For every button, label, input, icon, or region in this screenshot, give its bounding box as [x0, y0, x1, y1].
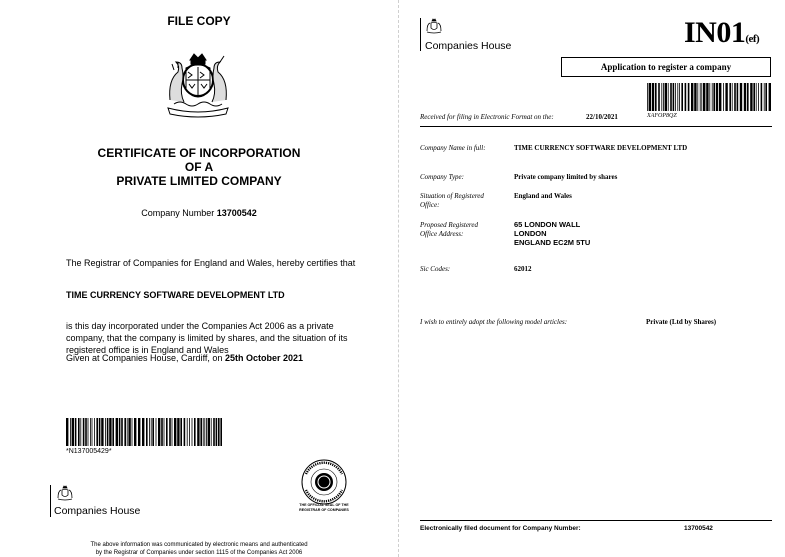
companies-house-logo-bar	[420, 18, 421, 51]
barcode-bar	[679, 83, 680, 111]
barcode-bar	[88, 418, 89, 446]
form-title: Application to register a company	[561, 57, 771, 77]
barcode-bar	[197, 418, 199, 446]
barcode-bar	[92, 418, 93, 446]
barcode-bar	[652, 83, 654, 111]
barcode-bar	[675, 83, 676, 111]
address-line: ENGLAND EC2M 5TU	[514, 238, 591, 247]
form-footer-company-number: 13700542	[684, 525, 713, 532]
field-value-registered-office: England and Wales	[514, 192, 572, 200]
barcode-bar	[90, 418, 91, 446]
page-divider	[398, 0, 399, 557]
certificate-title	[0, 146, 398, 188]
field-value-company-name: TIME CURRENCY SOFTWARE DEVELOPMENT LTD	[514, 144, 688, 152]
received-code: XAFOP8QZ	[647, 113, 677, 119]
form-barcode	[647, 83, 771, 111]
barcode-bar	[701, 83, 702, 111]
given-prefix: Given at Companies House, Cardiff, on	[66, 353, 223, 363]
certified-company-name: TIME CURRENCY SOFTWARE DEVELOPMENT LTD	[66, 290, 285, 300]
barcode-bar	[670, 83, 672, 111]
barcode-bar	[665, 83, 667, 111]
companies-house-brand: Companies House	[54, 505, 141, 517]
field-value-sic-codes: 62012	[514, 265, 532, 273]
barcode-bar	[116, 418, 118, 446]
barcode-bar	[128, 418, 130, 446]
barcode-bar	[204, 418, 205, 446]
footer-note-line: The above information was communicated by electronic means and authenticated	[90, 542, 308, 548]
given-statement	[66, 353, 303, 363]
barcode-bar	[685, 83, 687, 111]
barcode-bar	[101, 418, 103, 446]
barcode-bar	[723, 83, 724, 111]
barcode-bar	[203, 418, 204, 446]
given-date: 25th October 2021	[224, 353, 303, 363]
barcode-bar	[72, 418, 74, 446]
barcode-bar	[124, 418, 126, 446]
incorporation-statement: is this day incorporated under the Companies Act 2006 as a private company, that the company is limited by shares, and the situation of its registered office is in England and Wales	[66, 321, 348, 355]
certificate-footer-note	[0, 541, 398, 557]
registrar-statement: The Registrar of Companies for England and Wales, hereby certifies that	[66, 258, 356, 268]
barcode-bar	[737, 83, 739, 111]
barcode-bar	[174, 418, 176, 446]
address-line: 65 LONDON WALL	[514, 220, 581, 229]
barcode-bar	[673, 83, 675, 111]
barcode-bar	[732, 83, 733, 111]
field-label-office-address: Proposed Registered Office Address:	[420, 221, 478, 238]
barcode-bar	[764, 83, 765, 111]
barcode-bar	[712, 83, 713, 111]
barcode-bar	[697, 83, 698, 111]
certificate-barcode	[66, 418, 222, 446]
field-label-company-name: Company Name in full:	[420, 144, 486, 152]
barcode-bar	[146, 418, 148, 446]
barcode-bar	[729, 83, 731, 111]
barcode-bar	[180, 418, 182, 446]
barcode-bar	[761, 83, 763, 111]
barcode-bar	[769, 83, 771, 111]
model-articles-value: Private (Ltd by Shares)	[646, 318, 717, 326]
barcode-bar	[663, 83, 664, 111]
received-label: Received for filing in Electronic Format on the:	[420, 113, 554, 121]
barcode-bar	[719, 83, 721, 111]
barcode-bar	[677, 83, 678, 111]
barcode-bar	[119, 418, 121, 446]
form-rule	[420, 126, 772, 127]
barcode-bar	[105, 418, 106, 446]
barcode-bar	[668, 83, 669, 111]
barcode-bar	[166, 418, 168, 446]
file-copy-heading: FILE COPY	[167, 14, 231, 28]
barcode-bar	[661, 83, 662, 111]
form-footer-rule	[420, 520, 772, 521]
form-code	[684, 16, 759, 50]
certificate-title-line: OF A	[184, 160, 214, 174]
barcode-bar	[691, 83, 693, 111]
company-number-label: Company Number	[141, 208, 215, 218]
barcode-bar	[78, 418, 80, 446]
company-number-value: 13700542	[216, 208, 257, 218]
barcode-bar	[194, 418, 196, 446]
form-code-main: IN01	[684, 16, 746, 49]
barcode-bar	[213, 418, 215, 446]
barcode-bar	[94, 418, 95, 446]
form-footer-label: Electronically filed document for Company Number:	[420, 525, 581, 532]
barcode-bar	[208, 418, 210, 446]
barcode-bar	[753, 83, 755, 111]
barcode-bar	[700, 83, 701, 111]
barcode-bar	[121, 418, 123, 446]
barcode-bar	[172, 418, 173, 446]
barcode-bar	[216, 418, 218, 446]
footer-note-line: by the Registrar of Companies under section 1115 of the Companies Act 2006	[95, 550, 303, 556]
barcode-bar	[647, 83, 648, 111]
barcode-bar	[85, 418, 87, 446]
barcode-bar	[713, 83, 715, 111]
barcode-bar	[206, 418, 207, 446]
barcode-bar	[151, 418, 152, 446]
barcode-bar	[149, 418, 150, 446]
barcode-bar	[706, 83, 708, 111]
company-number	[0, 208, 398, 218]
barcode-bar	[164, 418, 165, 446]
companies-house-logo-bar	[50, 485, 51, 517]
barcode-bar	[70, 418, 71, 446]
seal-caption	[286, 503, 362, 512]
field-label-company-type: Company Type:	[420, 173, 464, 181]
model-articles-label: I wish to entirely adopt the following model articles:	[420, 318, 568, 326]
barcode-bar	[66, 418, 68, 446]
barcode-bar	[152, 418, 154, 446]
barcode-bar	[765, 83, 767, 111]
field-value-company-type: Private company limited by shares	[514, 173, 618, 181]
barcode-bar	[112, 418, 114, 446]
barcode-bar	[688, 83, 690, 111]
companies-house-brand: Companies House	[425, 40, 512, 52]
barcode-bar	[189, 418, 190, 446]
barcode-bar	[184, 418, 186, 446]
barcode-bar	[83, 418, 85, 446]
barcode-bar	[681, 83, 683, 111]
barcode-bar	[156, 418, 157, 446]
barcode-bar	[80, 418, 81, 446]
barcode-bar	[161, 418, 163, 446]
barcode-bar	[192, 418, 193, 446]
barcode-bar	[649, 83, 651, 111]
field-value-office-address	[514, 220, 590, 247]
barcode-bar	[96, 418, 98, 446]
certificate-title-line: CERTIFICATE OF INCORPORATION	[97, 146, 301, 160]
certificate-title-line: PRIVATE LIMITED COMPANY	[116, 174, 282, 188]
barcode-bar	[694, 83, 696, 111]
field-label-sic-codes: Sic Codes:	[420, 265, 451, 273]
barcode-bar	[109, 418, 111, 446]
barcode-bar	[703, 83, 705, 111]
barcode-bar	[756, 83, 757, 111]
barcode-bar	[75, 418, 77, 446]
companies-house-crest-icon	[425, 18, 443, 34]
barcode-bar	[218, 418, 220, 446]
seal-caption-line: THE OFFICIAL SEAL OF THE	[299, 503, 349, 507]
barcode-bar	[200, 418, 202, 446]
barcode-bar	[158, 418, 160, 446]
barcode-bar	[134, 418, 136, 446]
barcode-bar	[716, 83, 718, 111]
companies-house-crest-icon	[56, 485, 74, 501]
barcode-bar	[169, 418, 171, 446]
field-label-registered-office: Situation of Registered Office:	[420, 192, 484, 209]
barcode-bar	[734, 83, 736, 111]
barcode-bar	[655, 83, 657, 111]
royal-crest-icon	[160, 50, 236, 122]
barcode-bar	[747, 83, 749, 111]
barcode-bar	[107, 418, 109, 446]
received-date: 22/10/2021	[586, 113, 618, 121]
address-line: LONDON	[514, 229, 547, 238]
barcode-bar	[725, 83, 727, 111]
barcode-bar	[744, 83, 746, 111]
certificate-barcode-text: *N137005429*	[66, 448, 112, 455]
barcode-bar	[740, 83, 742, 111]
barcode-bar	[138, 418, 140, 446]
barcode-bar	[177, 418, 179, 446]
barcode-bar	[758, 83, 759, 111]
barcode-bar	[709, 83, 710, 111]
barcode-bar	[658, 83, 660, 111]
form-code-suffix: (ef)	[745, 33, 760, 45]
barcode-bar	[132, 418, 133, 446]
barcode-bar	[220, 418, 222, 446]
barcode-bar	[750, 83, 752, 111]
seal-caption-line: REGISTRAR OF COMPANIES	[299, 507, 349, 512]
barcode-bar	[211, 418, 212, 446]
barcode-bar	[99, 418, 101, 446]
barcode-bar	[187, 418, 188, 446]
barcode-bar	[142, 418, 144, 446]
barcode-bar	[127, 418, 128, 446]
